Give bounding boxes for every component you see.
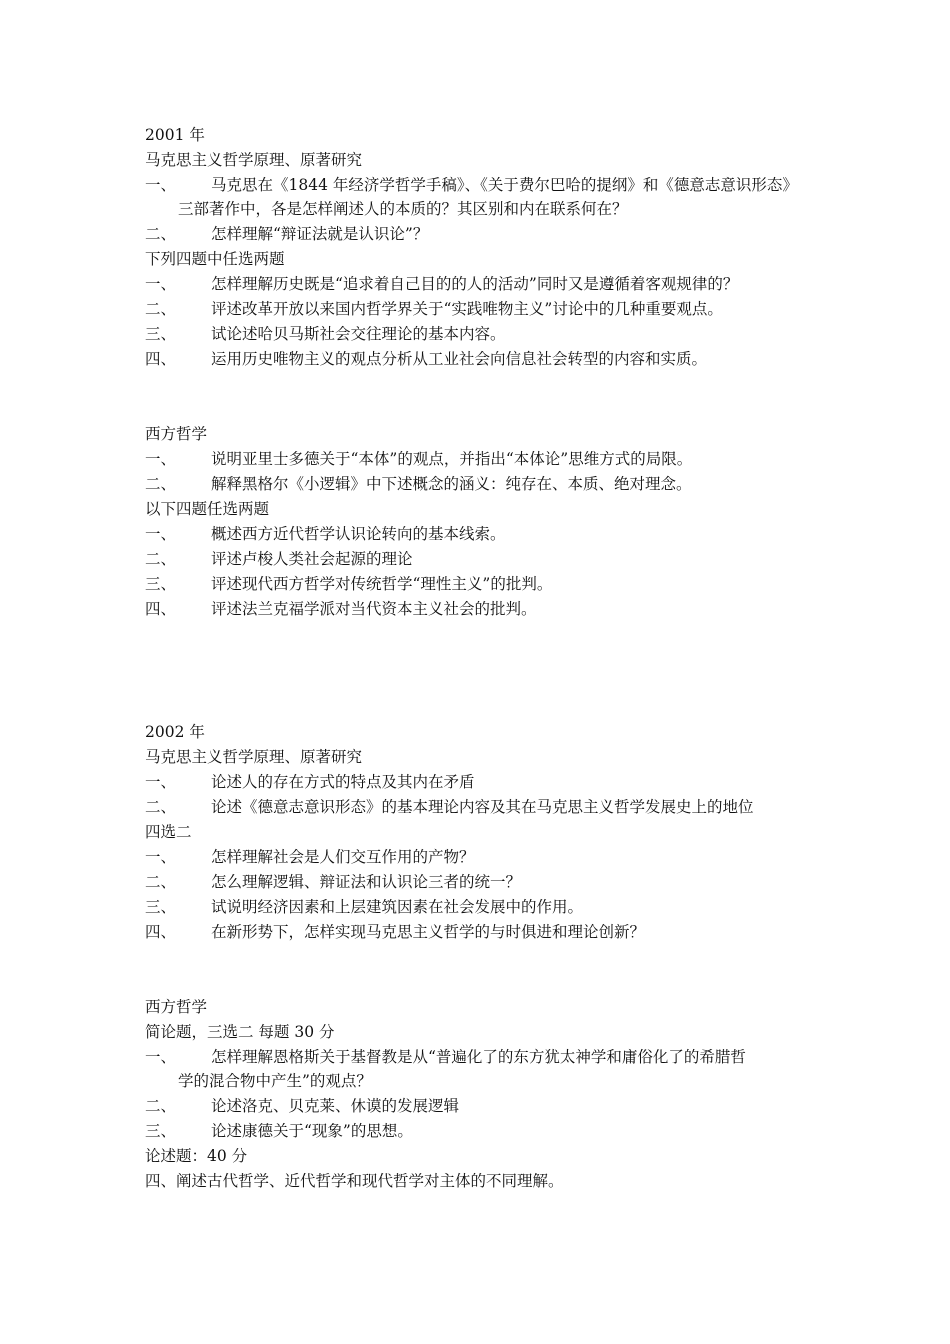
section-2001-western bbox=[145, 422, 825, 622]
question bbox=[145, 895, 825, 920]
question-text: 怎样理解“辩证法就是认识论”？ bbox=[211, 225, 429, 243]
question bbox=[145, 795, 825, 820]
question-number: 二、 bbox=[145, 798, 177, 816]
choice-instruction: 下列四题中任选两题 bbox=[145, 250, 285, 268]
question bbox=[145, 770, 825, 795]
question-text: 怎样理解恩格斯关于基督教是从“普遍化了的东方犹太神学和庸俗化了的希腊哲 bbox=[211, 1048, 746, 1066]
question-number: 一、 bbox=[145, 275, 177, 293]
question-number: 一、 bbox=[145, 525, 177, 543]
question-number: 二、 bbox=[145, 225, 177, 243]
question-number: 一、 bbox=[145, 848, 177, 866]
question bbox=[145, 173, 825, 222]
question bbox=[145, 447, 825, 472]
question-text: 在新形势下，怎样实现马克思主义哲学的与时俱进和理论创新？ bbox=[211, 923, 646, 941]
question bbox=[145, 597, 825, 622]
essay-question: 四、阐述古代哲学、近代哲学和现代哲学对主体的不同理解。 bbox=[145, 1172, 564, 1190]
question bbox=[145, 272, 825, 297]
question-text: 怎样理解社会是人们交互作用的产物？ bbox=[211, 848, 475, 866]
question-number: 二、 bbox=[145, 1097, 177, 1115]
question-text: 解释黑格尔《小逻辑》中下述概念的涵义：纯存在、本质、绝对理念。 bbox=[211, 475, 692, 493]
question-number: 四、 bbox=[145, 350, 177, 368]
subject-title: 马克思主义哲学原理、原著研究 bbox=[145, 748, 363, 766]
year-heading: 2001 年 bbox=[145, 126, 205, 144]
question bbox=[145, 297, 825, 322]
question-number: 二、 bbox=[145, 475, 177, 493]
question-text-continued: 学的混合物中产生”的观点？ bbox=[178, 1072, 372, 1090]
question-text: 评述改革开放以来国内哲学界关于“实践唯物主义”讨论中的几种重要观点。 bbox=[211, 300, 723, 318]
question bbox=[145, 572, 825, 597]
question-text: 评述现代西方哲学对传统哲学“理性主义”的批判。 bbox=[211, 575, 553, 593]
question bbox=[145, 547, 825, 572]
question-number: 一、 bbox=[145, 450, 177, 468]
question-number: 二、 bbox=[145, 300, 177, 318]
question-text: 评述卢梭人类社会起源的理论 bbox=[211, 550, 413, 568]
question-number: 一、 bbox=[145, 773, 177, 791]
year-heading: 2002 年 bbox=[145, 723, 205, 741]
question bbox=[145, 472, 825, 497]
question-text-continued: 三部著作中，各是怎样阐述人的本质的？其区别和内在联系何在？ bbox=[178, 200, 628, 218]
question bbox=[145, 845, 825, 870]
subject-title: 西方哲学 bbox=[145, 425, 208, 443]
question-text: 论述人的存在方式的特点及其内在矛盾 bbox=[211, 773, 475, 791]
question-number: 一、 bbox=[145, 1048, 177, 1066]
question-text: 评述法兰克福学派对当代资本主义社会的批判。 bbox=[211, 600, 537, 618]
question bbox=[145, 1045, 825, 1094]
question-text: 试说明经济因素和上层建筑因素在社会发展中的作用。 bbox=[211, 898, 584, 916]
question-text: 马克思在《1844 年经济学哲学手稿》、《关于费尔巴哈的提纲》和《德意志意识形态》 bbox=[211, 176, 798, 194]
section-2002-marxism bbox=[145, 720, 825, 945]
question-text: 说明亚里士多德关于“本体”的观点，并指出“本体论”思维方式的局限。 bbox=[211, 450, 693, 468]
question-number: 三、 bbox=[145, 898, 177, 916]
question-text: 怎么理解逻辑、辩证法和认识论三者的统一？ bbox=[211, 873, 522, 891]
question-text: 论述《德意志意识形态》的基本理论内容及其在马克思主义哲学发展史上的地位 bbox=[211, 798, 754, 816]
question-text: 论述洛克、贝克莱、休谟的发展逻辑 bbox=[211, 1097, 460, 1115]
question bbox=[145, 347, 825, 372]
section-instruction: 简论题，三选二 每题 30 分 bbox=[145, 1023, 335, 1041]
section-instruction: 论述题：40 分 bbox=[145, 1147, 248, 1165]
question bbox=[145, 920, 825, 945]
question-text: 怎样理解历史既是“追求着自己目的的人的活动”同时又是遵循着客观规律的？ bbox=[211, 275, 739, 293]
question-number: 三、 bbox=[145, 575, 177, 593]
subject-title: 西方哲学 bbox=[145, 998, 208, 1016]
question bbox=[145, 870, 825, 895]
question-number: 三、 bbox=[145, 1122, 177, 1140]
question bbox=[145, 1094, 825, 1119]
question-number: 四、 bbox=[145, 600, 177, 618]
question-number: 二、 bbox=[145, 550, 177, 568]
question-text: 概述西方近代哲学认识论转向的基本线索。 bbox=[211, 525, 506, 543]
question-text: 论述康德关于“现象”的思想。 bbox=[211, 1122, 413, 1140]
question bbox=[145, 1119, 825, 1144]
question bbox=[145, 522, 825, 547]
question-number: 三、 bbox=[145, 325, 177, 343]
question-number: 四、 bbox=[145, 923, 177, 941]
choice-instruction: 四选二 bbox=[145, 823, 192, 841]
choice-instruction: 以下四题任选两题 bbox=[145, 500, 270, 518]
question bbox=[145, 322, 825, 347]
question-number: 一、 bbox=[145, 176, 177, 194]
question-number: 二、 bbox=[145, 873, 177, 891]
subject-title: 马克思主义哲学原理、原著研究 bbox=[145, 151, 363, 169]
question bbox=[145, 222, 825, 247]
question-text: 试论述哈贝马斯社会交往理论的基本内容。 bbox=[211, 325, 506, 343]
section-2002-western bbox=[145, 995, 825, 1194]
section-2001-marxism bbox=[145, 123, 825, 372]
question-text: 运用历史唯物主义的观点分析从工业社会向信息社会转型的内容和实质。 bbox=[211, 350, 708, 368]
